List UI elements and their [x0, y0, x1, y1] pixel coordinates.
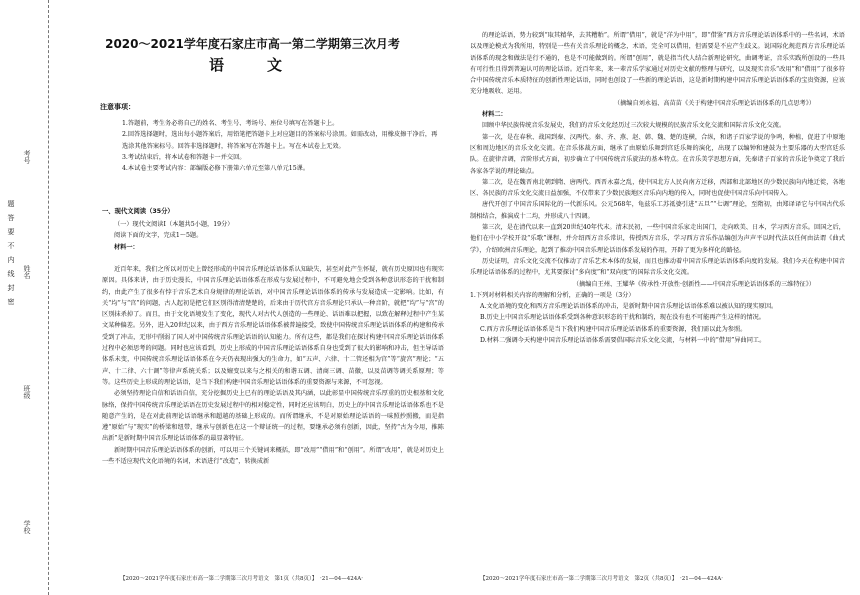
notice-heading: 注意事项：	[100, 103, 135, 111]
paragraph: 的理论话语，势力较到“取其精华，去其糟粕”。所谓“借用”，就是“洋为中用”，即“借鉴”西方音乐理论话语体系中的一些名词，术语以及理论模式为我所用，特别是一些有关音乐理论的概念，术语，完全可以借用，但需要是不应产生歧义。说国际化规范西方音乐理论话语体系的现念和做法是行不通的，也是不可能做到的。所谓“创用”，就是指当代人结合新理论研究，曲调考证，音乐实践所创设的一些具有可行性且得到普遍认可的理论话语。近百年来，来一辈音乐学家通过对历史文献的整理与研究，以及现实音乐“改用”和“借用”了很多符合中国传统音乐本质特征的创新性理论话语，同时也创设了一些新的理论话语，这是新时期构建中国音乐理论话语体系的宝贵资源，应该充分地吸收、运用。	[470, 32, 845, 96]
section-heading: 一、现代文阅读（35分）	[102, 208, 174, 215]
binding-margin	[0, 0, 49, 595]
name-field: 姓名	[23, 265, 31, 279]
reading-intro	[102, 219, 444, 253]
material-one-text	[102, 264, 444, 467]
paragraph: 第三次，是在清代以来一直到20世纪40年代末。清末民初，一些中国音乐家走出国门，走向欧美、日本，学习西方音乐。回国之后，他们在中小学校开设“乐歌”课程，并介绍西方音乐常识，传授西方音乐，学习西方音乐作品编创为声声平以时代法以任何由法谓《曲式学》，介绍欧洲音乐理论，起到了推动中国音乐理论话语体系发展的作用，开辟了更为多样化的路径。	[470, 224, 845, 254]
answer-option: B.历史上中国音乐理论话语体系受到各种意识形态的干扰和制约，现在没有也不可能再产生这样的情况。	[480, 314, 765, 322]
exam-number-field: 考号	[23, 150, 31, 164]
notice-item: 4.本试卷主要考试内容：部编版必修下册第六单元至第八单元15课。	[122, 165, 310, 173]
paragraph: 第一次，是在春秋、战国到秦、汉两代。秦、齐、燕、赵、韩、魏、楚的连横，合纵，和诸子百家学说的争鸣，种植，促进了中原地区和周边地区的音乐文化交流。在音乐体裁方面，继承了由原始乐舞到宫廷乐舞的演化，出现了以编钟和建鼓为主要乐器的大型宫廷乐队。在旋律音调，音阶形式方面，初步确立了中国传统音乐旋法的基本特点。在音乐美学思想方面，先秦诸子百家的音乐论争奠定了我后各家各学说的理论础点。	[470, 133, 845, 175]
notice-item: 3.考试结束后，将本试卷和答题卡一并交回。	[122, 153, 246, 161]
paragraph: 近百年来，我们之所以对历史上曾经形成的中国音乐理论话语体系认知缺失，甚至对此产生怀疑，就有历史原因也有现实原因。具体来讲，由于历史漫长，中国音乐理论话语体系在形成与发展过程中，不可避免地会受到各种意识形态的干扰和制约，由此产生了很多有悖于音乐艺术自身规律的理论话语，对中国音乐理论话语体系的传承与发展造成一定影响。比如，有关“均”与“宫”的问题，古人起初是把它们区别得清清楚楚的，后来由于历代宫方音乐理论只承认一种音阶，就把“均”与“宫”的区别抹杀掉了。而且，由于文化语境发生了变化，现代人对古代人创造的一些理论、话语难以把握，以致在解释过程中产生某文某种偏差。另外，进入20世纪以来，由于西方音乐理论话语体系被普遍接受，致使中国传统音乐理论话语体系的构建和传承受到了冲击，无形中削弱了国人对中国传统音乐理论话语的认知能力。所有这些，都是我们在探讨构建中国音乐理论话语体系过程中必须思考的问题。同时也应该看到，历史上形成的中国音乐理论话语体系自身也受到了很大的影响和冲击，但主导话语体系未变，中国传统音乐理论话语体系在今天仍表现出强大的生命力，如“五声、六律、十二管还相为宫”等“旋宫”理论；“五声、十二律、六十调”等律声系统关系；以及嬗变以来与之相关的和谐五调、清商三调、苗徽，以及苗调等调关系原理；等等。这些历史上形成的理论话语，是当下我们构建中国音乐理论话语体系的重要资源与来源，不可忽视。	[102, 266, 444, 386]
source-citation: （摘编自王州、王耀华《传承性·开放性·创新性——中国音乐理论话语体系的三维特征》）	[572, 280, 815, 288]
notice-item: 1.答题前，考生务必将自己的姓名、考生号、考场号、座位号填写在答题卡上。	[122, 120, 339, 127]
right-page	[470, 0, 845, 595]
subject-title: 语 文	[208, 56, 296, 74]
seal-line-label: 题 答 要 不 内 线 封 密	[7, 200, 15, 305]
answer-option: A.文化语境的变化和西方音乐理论话语体系的冲击，是新时期中国音乐理论话语体系难以被认知的现实原因。	[480, 303, 778, 311]
question-stem: 1.下列对材料相关内容的理解和分析，正确的一项是（3分）	[470, 291, 635, 299]
class-field: 班级	[23, 385, 31, 399]
instruction-text: 阅读下面的文字，完成1～5题。	[114, 232, 203, 240]
page-footer: 【2020～2021学年度石家庄市高一第二学期第三次月考语文 第2页（共8页）】 ·21—04—424A·	[480, 576, 723, 582]
material-label: 材料二：	[482, 111, 507, 119]
paragraph: 唐代开创了中国音乐国际化的一代新乐风。公元568年，龟兹乐工苏祗婆引进“五旦”“七调”理论，至隋初，由郑译译它与中国古代乐制相结合，推演成十二均，并形成八十四调。	[470, 201, 845, 220]
notice-item: 2.回答选择题时，选出每小题答案后，用铅笔把答题卡上对应题目的答案标号涂黑。如需改动，用橡皮擦干净后，再选涂其他答案标号。回答非选择题时，将答案写在答题卡上。写在本试卷上无效。	[122, 131, 438, 150]
material-label: 材料一：	[114, 243, 139, 251]
paragraph: 必须坚持理论自信和话语自信，充分挖掘历史上已有的理论话语及其内涵，以此彰显中国传统音乐厚重的历史根基和文化脉络，保持中国传统音乐理论话语在历史发展过程中的相对稳定性，同时还应该明白，历史上的中国音乐理论话语体系也不是随意产生的，是在对此前理论话语继承和超越的基础上形成的。而所谓继承，不是对原始理论话语的一味照抄照搬，而是指遵“原始”与“现实”的桥梁和纽带，继承与创新也在这一个辩证统一的过程，要继承必须有创新，因此，坚持“古为今用，推陈出新”是新时期中国音乐理论话语体系的最显著特征。	[102, 390, 444, 443]
paragraph: 回顾中华民族传统音乐发展史，我们的音乐文化经历过三次较大规模的民族音乐文化交流和国际音乐文化交流。	[482, 122, 786, 130]
paragraph: 历史证明，音乐文化交流不仅推动了音乐艺术本体的发展，而且也推动着中国音乐理论话语体系向度的发展。我们今天在构建中国音乐理论话语体系的过程中，尤其要探讨“多向度”和“双向度”的国际音乐文化交流。	[470, 257, 845, 277]
source-citation: （摘编自刘永福、高苗苗《关于构建中国音乐理论话语体系的几点思考》）	[613, 99, 815, 107]
subsection-heading: （一）现代文阅读Ⅰ（本题共5小题，19分）	[114, 221, 234, 228]
material-one-continued	[470, 30, 845, 346]
school-field: 学校	[23, 520, 31, 534]
left-page	[60, 0, 445, 595]
page-footer: 【2020～2021学年度石家庄市高一第二学期第三次月考语文 第1页（共8页）】 ·21—04—424A·	[120, 576, 363, 582]
paragraph: 新时期中国音乐理论话语体系的创新，可以用三个关键词来概括，即“改用”“借用”和“创用”。所谓“改用”，就是对历史上一些不适应现代文化语境的名词，术语进行“改造”，转换成新	[102, 446, 444, 466]
answer-option: C.西方音乐理论话语体系是当下我们构建中国音乐理论话语体系的重要资源，我们需以此为参照。	[480, 325, 747, 333]
answer-option: D.材料二强调今天构建中国音乐理论话语体系需要倡国际音乐文化交流，与材料一中的“借用”异曲同工。	[480, 337, 766, 345]
notice-list	[122, 118, 440, 174]
paragraph: 第二次，是在魏晋南北朝到隋、唐两代。西晋永嘉之乱，使中国北方人民向南方迁移，西部和北部地区的少数民族向内地迁徙，各地区、各民族的音乐文化交流日益加强，不仅带来了少数民族地区音乐向内地的传入，同时也促使中国音乐向中国传入。	[470, 178, 845, 198]
exam-title: 2020～2021学年度石家庄市高一第二学期第三次月考	[105, 37, 400, 51]
